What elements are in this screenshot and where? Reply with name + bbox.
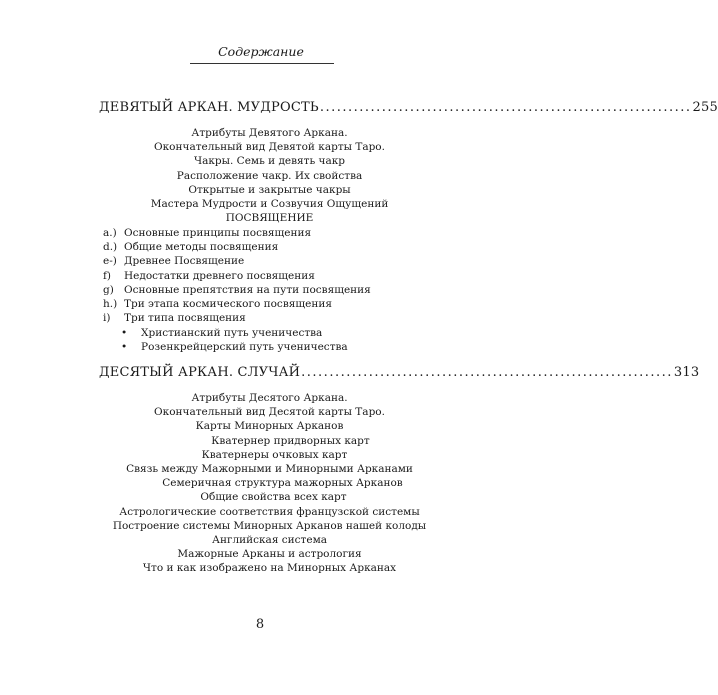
- list-item: [103, 226, 433, 240]
- list-marker: i): [103, 312, 111, 325]
- toc-lettered-list: [103, 226, 433, 325]
- toc-subentry: Атрибуты Девятого Аркана.: [191, 127, 348, 139]
- list-item: [103, 240, 433, 254]
- list-marker: e-): [103, 255, 117, 268]
- toc-leader-dots: ..................................................................: [319, 100, 692, 115]
- toc-entry-title: ДЕВЯТЫЙ АРКАН. МУДРОСТЬ: [99, 100, 319, 115]
- list-item-text: Основные принципы посвящения: [124, 227, 312, 239]
- list-marker: a.): [103, 227, 117, 239]
- toc-subentry: Открытые и закрытые чакры: [188, 183, 351, 196]
- toc-subentry: Кватернер придворных карт: [211, 434, 370, 447]
- list-item-text: Три типа посвящения: [124, 312, 246, 325]
- toc-entry-page: 255: [692, 100, 718, 115]
- toc-entry-ninth-arcana: [99, 100, 718, 115]
- toc-subentry: Расположение чакр. Их свойства: [176, 169, 363, 182]
- toc-subentry: Семеричная структура мажорных Арканов: [162, 477, 403, 490]
- list-item: [103, 297, 433, 311]
- list-item-text: Розенкрейцерский путь ученичества: [141, 341, 348, 354]
- toc-subentry: Связь между Мажорными и Минорными Арканами: [126, 463, 413, 476]
- toc-subentry: Атрибуты Десятого Аркана.: [191, 392, 348, 404]
- toc-bullet-list: [121, 326, 421, 354]
- list-item: [103, 269, 433, 283]
- list-marker: d.): [103, 241, 118, 254]
- list-item-text: Общие методы посвящения: [124, 241, 279, 254]
- toc-subentry: Мажорные Арканы и астрология: [177, 548, 362, 561]
- list-marker: h.): [103, 298, 118, 311]
- list-item: [121, 326, 421, 340]
- toc-sublist-ninth: [99, 126, 440, 225]
- toc-subentry: Астрологические соответствия французской системы: [119, 505, 420, 518]
- list-item-text: Основные препятствия на пути посвящения: [124, 283, 371, 296]
- toc-subentry: Окончательный вид Девятой карты Таро.: [154, 141, 385, 154]
- list-item: [121, 340, 421, 354]
- list-item-text: Христианский путь ученичества: [141, 327, 323, 339]
- list-item: [103, 311, 433, 325]
- page-number: 8: [255, 617, 265, 632]
- list-item-text: Три этапа космического посвящения: [124, 298, 332, 311]
- toc-subentry: Кватернеры очковых карт: [201, 448, 348, 461]
- toc-entry-title: ДЕСЯТЫЙ АРКАН. СЛУЧАЙ: [99, 365, 301, 380]
- bullet-icon: •: [121, 341, 128, 354]
- toc-subentry: Что и как изображено на Минорных Арканах: [142, 562, 397, 575]
- toc-entry-tenth-arcana: [99, 365, 700, 380]
- bullet-icon: •: [121, 327, 128, 339]
- list-item-text: Древнее Посвящение: [124, 255, 245, 268]
- toc-leader-dots: ..................................................................: [301, 365, 673, 380]
- list-marker: g): [103, 283, 114, 296]
- toc-subentry: Мастера Мудрости и Созвучия Ощущений: [150, 198, 389, 211]
- list-item: [103, 254, 433, 268]
- running-header: Содержание: [218, 44, 304, 59]
- toc-entry-page: 313: [673, 365, 700, 380]
- toc-subentry-heading: ПОСВЯЩЕНИЕ: [225, 212, 314, 225]
- toc-subentry: Построение системы Минорных Арканов нашей колоды: [112, 519, 427, 532]
- list-item: [103, 283, 433, 297]
- header-rule: [190, 63, 334, 64]
- toc-subentry: Общие свойства всех карт: [200, 491, 347, 504]
- toc-subentry: Чакры. Семь и девять чакр: [193, 155, 346, 168]
- list-marker: f): [103, 269, 111, 282]
- list-item-text: Недостатки древнего посвящения: [124, 269, 315, 282]
- toc-subentry: Английская система: [212, 534, 327, 547]
- toc-sublist-tenth: [99, 391, 440, 576]
- toc-subentry: Окончательный вид Десятой карты Таро.: [154, 406, 385, 419]
- toc-subentry: Карты Минорных Арканов: [195, 420, 344, 433]
